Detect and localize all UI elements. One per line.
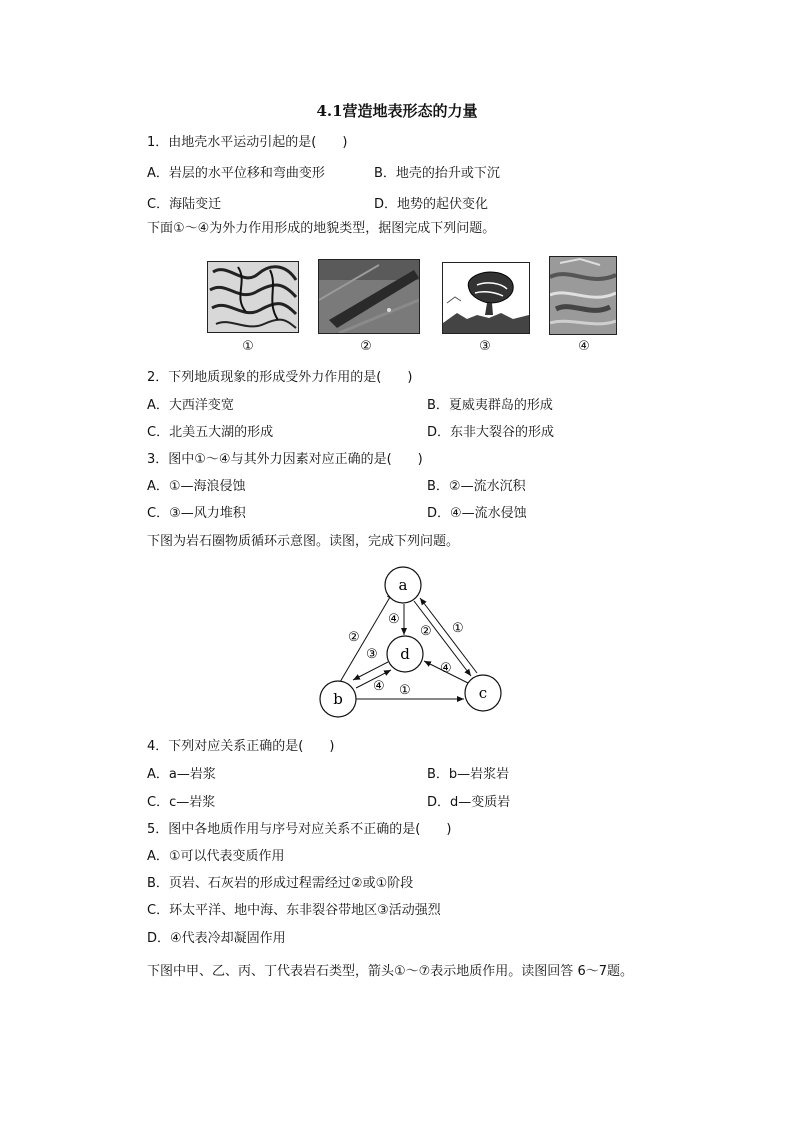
- q2-stem: 2．下列地质现象的形成受外力作用的是( ): [147, 370, 413, 385]
- q3-option-c: C．③—风力堆积: [147, 506, 246, 521]
- q3-stem: 3．图中①～④与其外力因素对应正确的是( ): [147, 452, 423, 467]
- landform-photo-4: [549, 256, 617, 335]
- q1-stem: 1．由地壳水平运动引起的是( ): [147, 135, 348, 150]
- q5-option-b: B．页岩、石灰岩的形成过程需经过②或①阶段: [147, 876, 414, 891]
- landform-photo-3: [442, 262, 530, 334]
- q4-option-b: B．b—岩浆岩: [427, 767, 510, 782]
- q2-option-d: D．东非大裂谷的形成: [427, 425, 555, 440]
- landform-photo-1: [207, 261, 299, 333]
- photo-label-3: ③: [479, 339, 491, 354]
- node-c-label: c: [478, 684, 488, 702]
- q1-option-d: D．地势的起伏变化: [374, 197, 489, 212]
- q5-option-d: D．④代表冷却凝固作用: [147, 931, 286, 946]
- photo-label-1: ①: [242, 339, 254, 354]
- q2-option-c: C．北美五大湖的形成: [147, 425, 274, 440]
- label-c-to-a-outer: ①: [452, 621, 464, 636]
- intro-rock-types: 下图中甲、乙、丙、丁代表岩石类型，箭头①～⑦表示地质作用。读图回答 6～7题。: [147, 964, 633, 979]
- arrow-d-to-b: [353, 662, 388, 680]
- label-d-to-b: ③: [366, 647, 378, 662]
- node-b: [320, 681, 356, 717]
- label-b-to-a: ②: [348, 630, 360, 645]
- node-d-label: d: [400, 645, 410, 663]
- rock-cycle-diagram: [310, 562, 510, 722]
- node-d: [387, 636, 423, 672]
- page-title: 4.1营造地表形态的力量: [316, 102, 478, 120]
- node-a: [385, 567, 421, 603]
- label-c-to-d: ④: [440, 661, 452, 676]
- q4-option-a: A．a—岩浆: [147, 767, 216, 782]
- q1-option-b: B．地壳的抬升或下沉: [374, 166, 500, 181]
- label-b-to-d: ④: [373, 679, 385, 694]
- q1-option-c: C．海陆变迁: [147, 197, 222, 212]
- q5-option-a: A．①可以代表变质作用: [147, 849, 285, 864]
- q4-stem: 4．下列对应关系正确的是( ): [147, 739, 335, 754]
- node-b-label: b: [333, 690, 343, 708]
- q5-option-c: C．环太平洋、地中海、东非裂谷带地区③活动强烈: [147, 903, 441, 918]
- q1-option-a: A．岩层的水平位移和弯曲变形: [147, 166, 325, 181]
- intro-rock-cycle: 下图为岩石圈物质循环示意图。读图，完成下列问题。: [147, 534, 460, 549]
- node-c: [465, 675, 501, 711]
- photo-label-4: ④: [578, 339, 590, 354]
- q4-option-c: C．c—岩浆: [147, 795, 216, 810]
- intro-landforms: 下面①～④为外力作用形成的地貌类型，据图完成下列问题。: [147, 221, 496, 236]
- q5-stem: 5．图中各地质作用与序号对应关系不正确的是( ): [147, 822, 452, 837]
- landform-photo-2: [318, 259, 420, 334]
- photo-label-2: ②: [360, 339, 372, 354]
- q4-option-d: D．d—变质岩: [427, 795, 511, 810]
- q3-option-a: A．①—海浪侵蚀: [147, 479, 246, 494]
- q3-option-d: D．④—流水侵蚀: [427, 506, 527, 521]
- label-a-to-c-inner: ②: [420, 624, 432, 639]
- node-a-label: a: [398, 576, 408, 594]
- label-a-to-d: ④: [388, 612, 400, 627]
- label-b-to-c: ①: [399, 683, 411, 698]
- q2-option-b: B．夏威夷群岛的形成: [427, 398, 553, 413]
- q2-option-a: A．大西洋变宽: [147, 398, 234, 413]
- q3-option-b: B．②—流水沉积: [427, 479, 526, 494]
